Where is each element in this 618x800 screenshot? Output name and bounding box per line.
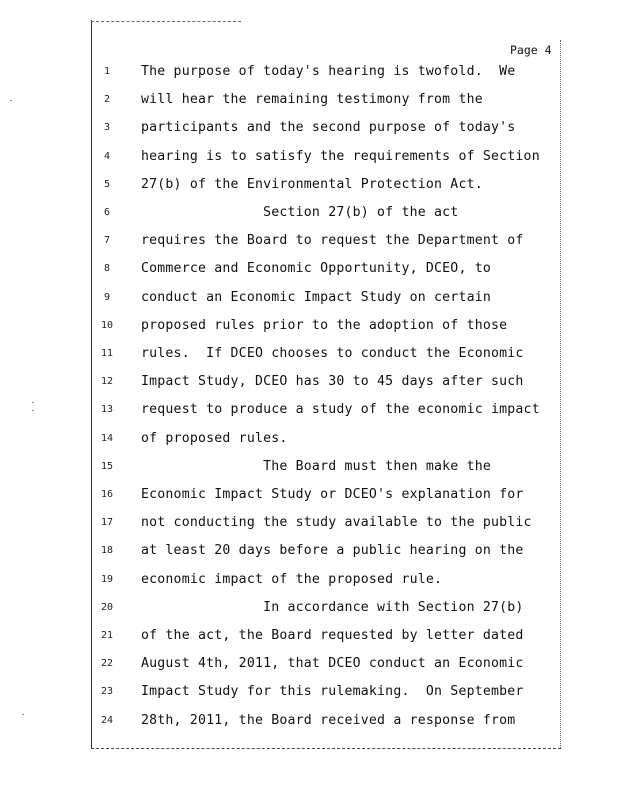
line-number: 19 (100, 573, 114, 585)
transcript-line: The purpose of today's hearing is twofold. We (141, 64, 516, 79)
transcript-line: not conducting the study available to the public (141, 515, 532, 531)
line-number: 3 (103, 122, 111, 134)
transcript-line: In accordance with Section 27(b) (141, 599, 524, 615)
line-number: 16 (100, 489, 114, 500)
line-number: 10 (100, 319, 114, 331)
transcript-line: 27(b) of the Environmental Protection Act. (141, 176, 483, 192)
line-number: 1 (103, 66, 111, 77)
transcript-line: Commerce and Economic Opportunity, DCEO, to (141, 261, 492, 277)
line-number: 6 (103, 207, 111, 218)
transcript-line: 28th, 2011, the Board received a response from (141, 712, 516, 728)
line-number: 7 (103, 235, 111, 247)
transcript-line: of the act, the Board requested by letter dated (141, 628, 524, 643)
line-number: 18 (100, 545, 114, 557)
transcript-line: will hear the remaining testimony from the (141, 92, 483, 108)
scan-speck (32, 410, 34, 411)
transcript-line: rules. If DCEO chooses to conduct the Economic (141, 346, 524, 361)
line-number: 14 (100, 432, 114, 444)
page-top-rule (91, 21, 241, 22)
line-number: 17 (100, 517, 114, 529)
line-number: 5 (103, 178, 111, 190)
page-left-border (91, 20, 92, 748)
scan-speck (32, 402, 34, 403)
line-number: 24 (100, 714, 114, 726)
transcript-line: Section 27(b) of the act (141, 205, 459, 220)
line-number: 4 (103, 150, 111, 162)
line-number: 8 (103, 263, 111, 275)
transcript-line: request to produce a study of the economic impact (141, 402, 540, 418)
line-number: 12 (100, 376, 114, 388)
transcript-line: Impact Study for this rulemaking. On September (141, 684, 524, 700)
transcript-line: economic impact of the proposed rule. (141, 571, 443, 587)
line-number: 11 (100, 348, 114, 359)
line-number: 21 (100, 630, 114, 641)
transcript-line: Impact Study, DCEO has 30 to 45 days after such (141, 374, 524, 390)
line-number: 9 (103, 291, 111, 303)
line-number: 15 (100, 460, 114, 472)
transcript-line: Economic Impact Study or DCEO's explanation for (141, 487, 524, 502)
page-number-label: Page 4 (510, 43, 552, 57)
page-bottom-rule (91, 748, 561, 749)
line-number: 13 (100, 404, 114, 416)
transcript-line: participants and the second purpose of today's (141, 120, 516, 136)
transcript-line: conduct an Economic Impact Study on certain (141, 289, 492, 305)
line-number: 23 (100, 686, 114, 698)
line-number: 2 (103, 94, 111, 106)
scan-speck (22, 714, 24, 715)
transcript-line: The Board must then make the (141, 458, 492, 474)
transcript-line: proposed rules prior to the adoption of those (141, 317, 508, 333)
scan-speck (10, 100, 12, 101)
transcript-line: at least 20 days before a public hearing on the (141, 543, 524, 559)
page-right-border (560, 40, 561, 748)
line-number: 20 (100, 601, 114, 613)
transcript-line: hearing is to satisfy the requirements of Section (141, 148, 540, 164)
transcript-line: requires the Board to request the Department of (141, 233, 524, 249)
transcript-line: of proposed rules. (141, 430, 288, 446)
line-number: 22 (100, 658, 114, 670)
transcript-line: August 4th, 2011, that DCEO conduct an Economic (141, 656, 524, 672)
